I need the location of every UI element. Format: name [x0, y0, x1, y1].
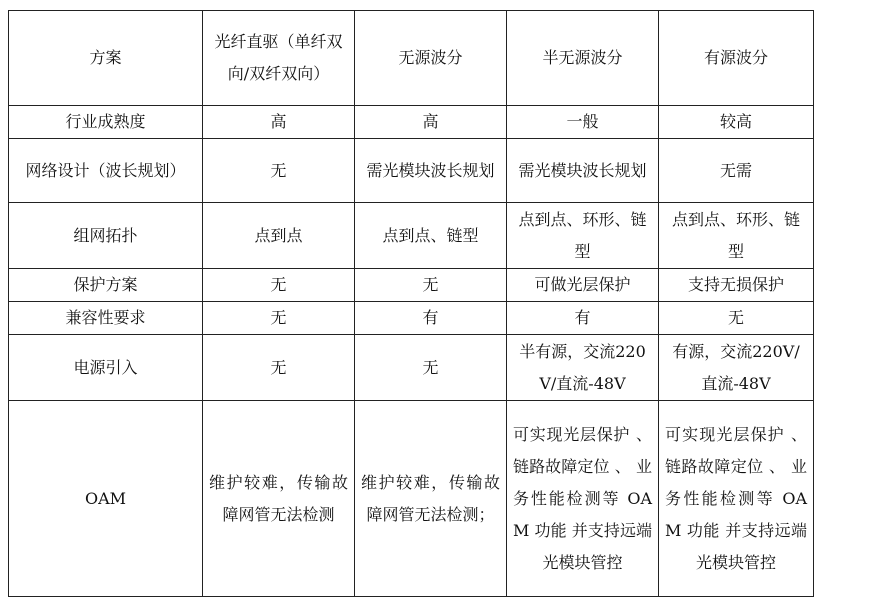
table-cell: 无 — [355, 335, 507, 401]
header-cell-direct-fiber: 光纤直驱（单纤双向/双纤双向） — [203, 11, 355, 106]
table-cell: 需光模块波长规划 — [507, 139, 659, 203]
table-cell: 支持无损保护 — [659, 269, 814, 302]
row-label: 行业成熟度 — [9, 106, 203, 139]
table-cell: 无 — [203, 335, 355, 401]
table-cell: 点到点、环形、链型 — [659, 203, 814, 269]
table-cell: 有 — [507, 302, 659, 335]
table-cell: 无需 — [659, 139, 814, 203]
table-cell: 有 — [355, 302, 507, 335]
table-cell: 高 — [355, 106, 507, 139]
table-cell: 较高 — [659, 106, 814, 139]
table-cell: 无 — [659, 302, 814, 335]
table-cell: 无 — [355, 269, 507, 302]
table-cell: 高 — [203, 106, 355, 139]
comparison-table — [8, 10, 814, 597]
row-label: OAM — [9, 401, 203, 597]
table-cell: 可实现光层保护 、 链路故障定位 、 业务性能检测等 OAM 功能 并支持远端光模块管控 — [659, 401, 814, 597]
table-cell: 维护较难，传输故障网管无法检测 — [203, 401, 355, 597]
table-row — [9, 335, 814, 401]
table-row — [9, 203, 814, 269]
table-row — [9, 106, 814, 139]
table-cell: 无 — [203, 302, 355, 335]
table-cell: 无 — [203, 269, 355, 302]
row-label: 兼容性要求 — [9, 302, 203, 335]
header-cell-semi-passive-wdm: 半无源波分 — [507, 11, 659, 106]
table-cell: 有源，交流220V/直流-48V — [659, 335, 814, 401]
comparison-table-container — [8, 10, 814, 597]
table-cell: 点到点、链型 — [355, 203, 507, 269]
table-cell: 可做光层保护 — [507, 269, 659, 302]
table-cell: 维护较难，传输故障网管无法检测； — [355, 401, 507, 597]
header-cell-passive-wdm: 无源波分 — [355, 11, 507, 106]
table-cell: 点到点 — [203, 203, 355, 269]
table-cell: 点到点、环形、链型 — [507, 203, 659, 269]
table-cell: 半有源，交流220V/直流-48V — [507, 335, 659, 401]
row-label: 保护方案 — [9, 269, 203, 302]
table-cell: 一般 — [507, 106, 659, 139]
table-cell: 无 — [203, 139, 355, 203]
row-label: 组网拓扑 — [9, 203, 203, 269]
table-cell: 可实现光层保护 、 链路故障定位 、 业务性能检测等 OAM 功能 并支持远端光模块管控 — [507, 401, 659, 597]
header-cell-scheme: 方案 — [9, 11, 203, 106]
table-cell: 需光模块波长规划 — [355, 139, 507, 203]
row-label: 电源引入 — [9, 335, 203, 401]
header-cell-active-wdm: 有源波分 — [659, 11, 814, 106]
row-label: 网络设计（波长规划） — [9, 139, 203, 203]
table-row — [9, 139, 814, 203]
table-row — [9, 401, 814, 597]
table-row — [9, 269, 814, 302]
header-row — [9, 11, 814, 106]
table-row — [9, 302, 814, 335]
